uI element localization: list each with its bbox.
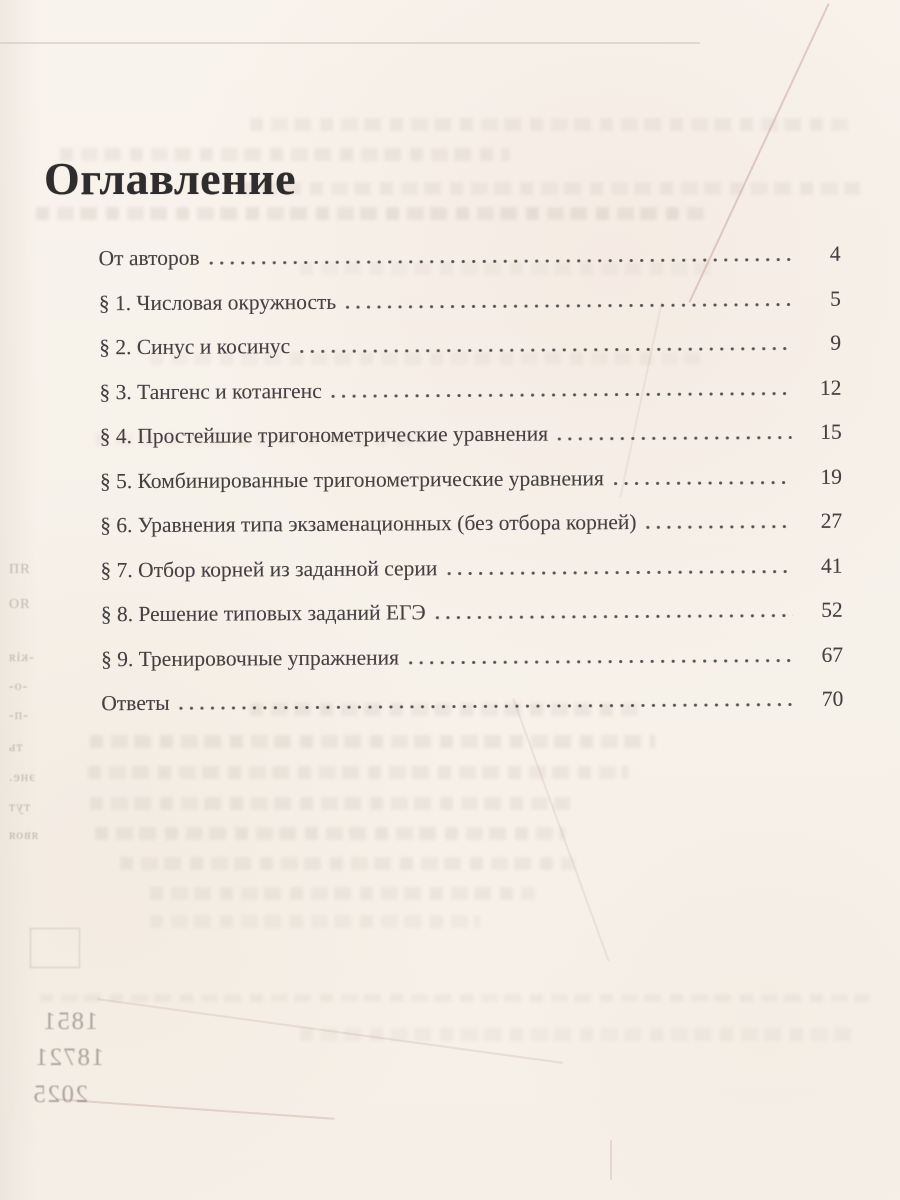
toc-entry: [100, 550, 842, 599]
toc-entry-label: § 7. Отбор корней из заданной серии: [100, 556, 438, 583]
bleedthrough-smudge: [88, 766, 628, 779]
bleedthrough-smudge: [250, 118, 850, 131]
bleedthrough-margin-fragment: тут: [8, 800, 31, 815]
toc-entry: [100, 460, 842, 509]
dot-leader: [408, 659, 793, 664]
toc-entry-page-number: 19: [820, 464, 843, 489]
bleedthrough-margin-fragment: -п-: [8, 708, 28, 723]
dot-leader: [446, 570, 792, 575]
bleedthrough-smudge: [150, 915, 480, 928]
toc-entry-label: § 9. Тренировочные упражнения: [100, 645, 400, 672]
scratch-line: [610, 1140, 612, 1180]
bleedthrough-smudge: [40, 994, 870, 1002]
bleedthrough-margin-fragment: -о-: [8, 679, 28, 694]
dot-leader: [557, 436, 792, 440]
bleedthrough-box: [30, 928, 80, 968]
toc-entry-label: § 8. Решение типовых заданий ЕГЭ: [100, 600, 426, 627]
bleedthrough-smudge: [120, 857, 575, 870]
bleedthrough-smudge: [36, 207, 704, 220]
table-of-contents: [99, 238, 844, 733]
crease-line: [0, 42, 700, 44]
bleedthrough-margin-fragment: ЯП: [8, 562, 30, 577]
toc-entry: [99, 282, 841, 331]
toc-entry-label: От авторов: [98, 245, 200, 271]
toc-entry-label: § 1. Числовая окружность: [98, 289, 337, 315]
toc-entry-label: § 2. Синус и косинус: [99, 334, 291, 360]
scratch-line: [55, 1098, 334, 1120]
toc-entry-page-number: 27: [820, 509, 843, 534]
bleedthrough-stamp-number: 2025: [32, 1081, 88, 1108]
bleedthrough-smudge: [90, 735, 655, 748]
bleedthrough-smudge: [90, 797, 570, 810]
toc-entry: [99, 371, 841, 420]
toc-entry: [99, 327, 841, 376]
bleedthrough-smudge: [95, 827, 565, 840]
bleedthrough-margin-fragment: -кія: [8, 650, 34, 665]
bleedthrough-margin-fragment: явоя: [8, 828, 39, 843]
toc-entry-label: § 6. Уравнения типа экзаменационных (без отбора корней): [100, 510, 637, 538]
dot-leader: [613, 481, 792, 485]
toc-entry-label: § 3. Тангенс и котангенс: [99, 378, 322, 404]
toc-entry-page-number: 5: [830, 286, 841, 311]
dot-leader: [299, 347, 791, 353]
toc-entry: [100, 505, 842, 554]
toc-entry: [101, 594, 843, 643]
dot-leader: [345, 303, 791, 309]
page-title: Оглавление: [44, 153, 297, 204]
dot-leader: [435, 614, 793, 619]
toc-entry: [101, 639, 843, 688]
toc-entry-label: § 5. Комбинированные тригонометрические уравнения: [99, 465, 604, 494]
toc-entry-label: § 4. Простейшие тригонометрические уравнения: [99, 421, 549, 449]
toc-entry-page-number: 15: [820, 419, 842, 445]
bleedthrough-margin-fragment: ть: [8, 740, 23, 755]
toc-entry-page-number: 67: [821, 642, 844, 667]
bleedthrough-smudge: [300, 1028, 860, 1041]
bleedthrough-margin-fragment: ЯО: [8, 597, 30, 612]
dot-leader: [331, 392, 792, 398]
toc-entry-page-number: 4: [829, 241, 841, 266]
dot-leader: [179, 704, 794, 711]
toc-entry-page-number: 12: [819, 375, 842, 400]
bleedthrough-smudge: [150, 887, 535, 900]
dot-leader: [646, 525, 793, 529]
toc-entry-page-number: 9: [830, 330, 842, 355]
toc-entry: [101, 683, 843, 732]
bleedthrough-smudge: [240, 182, 860, 195]
toc-entry-page-number: 70: [821, 687, 844, 712]
toc-entry: [99, 238, 841, 287]
bleedthrough-stamp-number: 18721: [34, 1044, 104, 1071]
dot-leader: [209, 258, 791, 265]
toc-entry-label: Ответы: [101, 691, 170, 716]
toc-entry: [100, 416, 842, 465]
toc-entry-page-number: 52: [821, 598, 843, 623]
bleedthrough-stamp-number: 1851: [42, 1008, 98, 1035]
toc-entry-page-number: 41: [820, 553, 843, 578]
bleedthrough-margin-fragment: эне.: [8, 770, 36, 785]
